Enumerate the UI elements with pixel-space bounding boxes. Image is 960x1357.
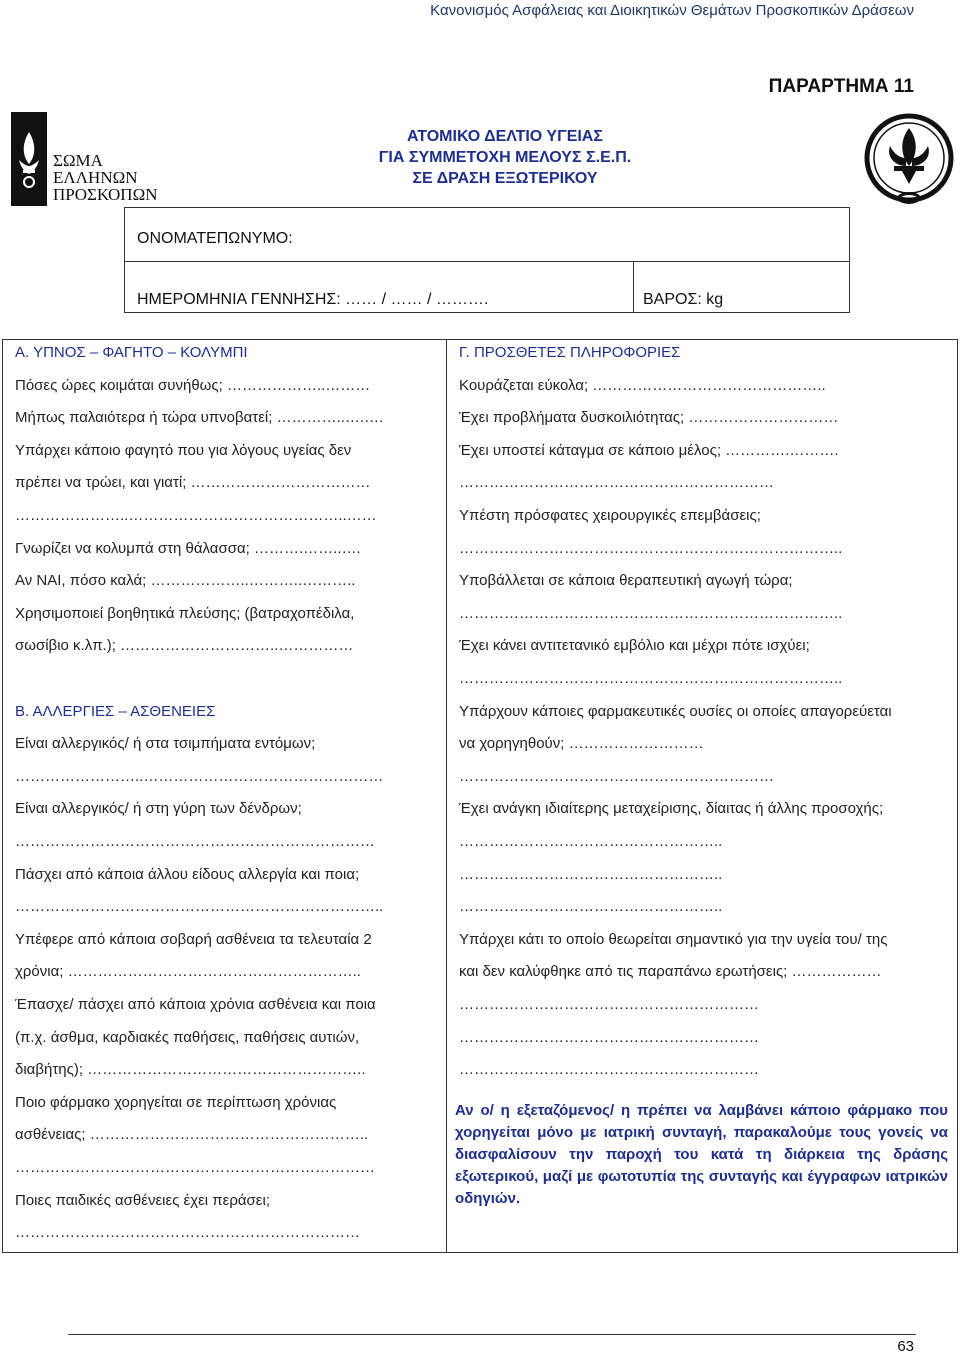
question-line[interactable]: Έχει κάνει αντιτετανικό εμβόλιο και μέχρι πότε ισχύει; (459, 637, 810, 655)
question-line[interactable]: …………………………………………………… (459, 996, 759, 1013)
question-line[interactable]: ……………………………………………………………….. (15, 898, 384, 916)
question-line[interactable]: Έπασχε/ πάσχει από κάποια χρόνια ασθένεια και ποια (15, 996, 376, 1013)
question-line[interactable]: Υποβάλλεται σε κάποια θεραπευτική αγωγή τώρα; (459, 572, 793, 590)
question-line[interactable]: Υπάρχουν κάποιες φαρμακευτικές ουσίες οι οποίες απαγορεύεται (459, 702, 892, 720)
running-header: Κανονισμός Ασφάλειας και Διοικητικών Θεμάτων Προσκοπικών Δράσεων (430, 2, 914, 19)
question-line[interactable]: ………………………………………………………………….. (459, 604, 843, 622)
logo-text-line: ΕΛΛΗΝΩΝ (53, 168, 138, 187)
question-line[interactable]: …………………………………………….. (459, 898, 723, 916)
question-line[interactable]: Υπάρχει κάποιο φαγητό που για λόγους υγείας δεν (15, 441, 352, 459)
question-line[interactable]: …………………..……………………………………..…… (15, 507, 377, 524)
question-line[interactable]: Έχει ανάγκη ιδιαίτερης μεταχείρισης, δίαιτας ή άλλης προσοχής; (459, 800, 884, 818)
question-line[interactable]: Έχει προβλήματα δυσκοιλιότητας; ………………………… (459, 409, 839, 427)
question-line[interactable]: Ποιο φάρμακο χορηγείται σε περίπτωση χρόνιας (15, 1093, 337, 1111)
question-line[interactable]: Υπάρχει κάτι το οποίο θεωρείται σημαντικό για την υγεία του/ της (459, 930, 888, 948)
section-heading: Γ. ΠΡΟΣΘΕΤΕΣ ΠΛΗΡΟΦΟΡΙΕΣ (459, 344, 681, 361)
medication-note: Αν ο/ η εξεταζόμενος/ η πρέπει να λαμβάνει κάποιο φάρμακο που χορηγείται μόνο με ιατρική συνταγή, παρακαλούμε τους γονείς να διασφαλίσουν την παροχή του κατά τη διάρκεια της δράσης εξωτερικού, μαζί με φωτοτυπία της συνταγής και έγγραφων ιατρικών οδηγιών. (455, 1102, 948, 1207)
question-line[interactable]: …………………………………………….. (459, 865, 723, 883)
question-line[interactable]: ……………………..………………………………………… (15, 767, 384, 785)
question-line[interactable]: Ποιες παιδικές ασθένειες έχει περάσει; (15, 1191, 270, 1209)
question-line[interactable]: ασθένειας; ……………………………………………….. (15, 1126, 369, 1144)
document-title (0, 126, 960, 189)
question-line[interactable]: να χορηγηθούν; ……………………… (459, 735, 704, 753)
question-line[interactable]: Χρησιμοποιεί βοηθητικά πλεύσης; (βατραχοπέδιλα, (15, 604, 355, 622)
question-line[interactable]: Είναι αλλεργικός/ ή στη γύρη των δένδρων; (15, 800, 302, 818)
question-line[interactable]: πρέπει να τρώει, και γιατί; ……………………………… (15, 474, 371, 492)
page-number: 63 (897, 1338, 914, 1355)
question-line[interactable]: σωσίβιο κ.λπ.); …………………………..…………… (15, 637, 354, 655)
question-line[interactable]: …………………………………………………… (459, 1061, 759, 1079)
question-line[interactable]: ……………………………………………………………… (15, 1159, 375, 1176)
name-label: ΟΝΟΜΑΤΕΠΩΝΥΜΟ: (137, 230, 293, 247)
name-field[interactable] (124, 207, 850, 262)
question-line[interactable]: διαβήτης); ……………………………………………….. (15, 1061, 366, 1079)
date-of-birth-field[interactable] (124, 261, 634, 313)
title-line: ΣΕ ΔΡΑΣΗ ΕΞΩΤΕΡΙΚΟΥ (412, 170, 598, 187)
question-line[interactable]: Πάσχει από κάποια άλλου είδους αλλεργία και ποια; (15, 865, 360, 883)
column-divider (446, 339, 447, 1253)
weight-field[interactable] (633, 261, 850, 313)
question-line[interactable]: ………………………………………………………………….. (459, 539, 843, 557)
fleur-de-lis-emblem-icon (862, 110, 956, 214)
question-line[interactable]: …………………………………………………… (459, 1028, 759, 1046)
section-heading: Β. ΑΛΛΕΡΓΙΕΣ – ΑΣΘΕΝΕΙΕΣ (15, 702, 216, 720)
question-line[interactable]: ……………………………………………………… (459, 767, 774, 785)
question-line[interactable]: …………………………………………………………… (15, 1224, 360, 1242)
question-line[interactable]: Υπέφερε από κάποια σοβαρή ασθένεια τα τελευταία 2 (15, 930, 372, 948)
question-line[interactable]: Γνωρίζει να κολυμπά στη θάλασσα; ……….……..…. (15, 539, 361, 557)
question-line[interactable]: ……………………………………………………… (459, 474, 774, 492)
dob-label: ΗΜΕΡΟΜΗΝΙΑ ΓΕΝΝΗΣΗΣ: …… / …… / ………. (137, 291, 489, 308)
weight-label: ΒΑΡΟΣ: kg (643, 291, 724, 308)
question-line[interactable]: Μήπως παλαιότερα ή τώρα υπνοβατεί; …………..….…. (15, 409, 384, 427)
title-line: ΓΙΑ ΣΥΜΜΕΤΟΧΗ ΜΕΛΟΥΣ Σ.Ε.Π. (378, 149, 632, 166)
question-line[interactable]: και δεν καλύφθηκε από τις παραπάνω ερωτήσεις; ……………… (459, 963, 882, 981)
question-line[interactable]: (π.χ. άσθμα, καρδιακές παθήσεις, παθήσεις αυτιών, (15, 1028, 360, 1046)
question-line[interactable]: χρόνια; ………………………………………………….. (15, 963, 361, 981)
section-heading: Α. ΥΠΝΟΣ – ΦΑΓΗΤΟ – ΚΟΛΥΜΠΙ (15, 344, 248, 361)
question-line[interactable]: ………………………………………………………………….. (459, 670, 843, 687)
logo-text-line: ΠΡΟΣΚΟΠΩΝ (53, 185, 158, 204)
question-line[interactable]: Κουράζεται εύκολα; ……………………………………….. (459, 376, 826, 394)
title-line: ΑΤΟΜΙΚΟ ΔΕΛΤΙΟ ΥΓΕΙΑΣ (407, 128, 603, 145)
question-line[interactable]: ……………………………………………………………… (15, 833, 375, 850)
question-line[interactable]: Αν ΝΑΙ, πόσο καλά; ………………..………..……….. (15, 572, 356, 590)
question-line[interactable]: Έχει υποστεί κάταγμα σε κάποιο μέλος; ………….………. (459, 441, 839, 459)
question-line[interactable]: Πόσες ώρες κοιμάται συνήθως; ………………..……… (15, 376, 371, 394)
footer-rule (68, 1334, 916, 1335)
annex-label: ΠΑΡΑΡΤΗΜΑ 11 (768, 76, 914, 97)
question-line[interactable]: Είναι αλλεργικός/ ή στα τσιμπήματα εντόμων; (15, 735, 316, 753)
logo-text-line: ΣΩΜΑ (53, 151, 103, 170)
question-line[interactable]: Υπέστη πρόσφατες χειρουργικές επεμβάσεις; (459, 507, 761, 524)
question-line[interactable]: …………………………………………….. (459, 833, 723, 850)
